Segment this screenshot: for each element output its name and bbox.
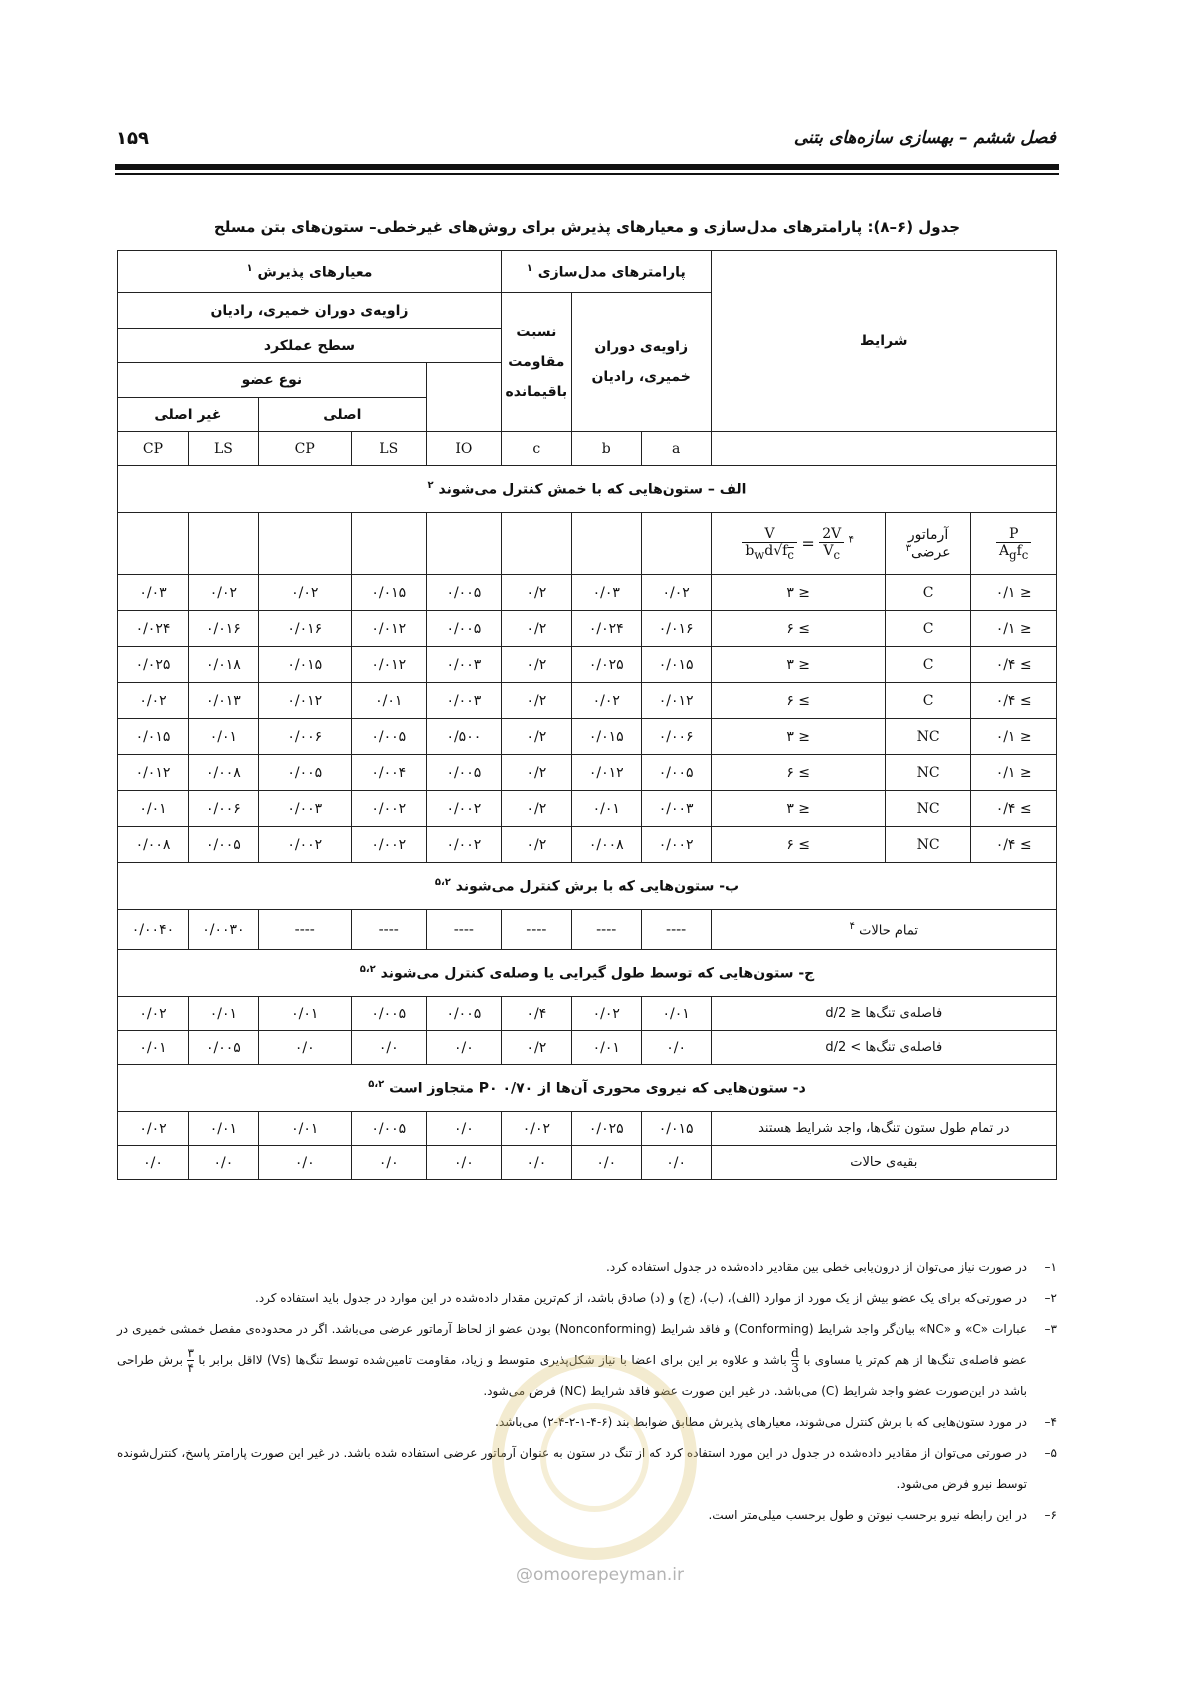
header-rule-thick — [115, 164, 1059, 170]
chapter-title: فصل ششم – بهسازی سازه‌های بتنی — [793, 128, 1056, 148]
value-cell: ۰/۰۰۲ — [641, 827, 711, 863]
transverse-reinforcement-value: C — [885, 647, 971, 683]
value-cell: ۰/۰۲ — [118, 997, 189, 1031]
residual-strength-header: نسبت مقاومت باقیمانده — [501, 293, 571, 432]
value-cell: ۰/۰۱ — [571, 1031, 641, 1065]
table-row — [118, 827, 1057, 863]
shear-ratio-value: ≤ ۳ — [711, 575, 885, 611]
value-cell: ۰/۰۰۵ — [351, 997, 426, 1031]
value-cell: ۰/۴ — [501, 997, 571, 1031]
transverse-reinforcement-header: آرماتور عرضی$^۳$ — [885, 513, 971, 575]
value-cell: ۰/۰۱۵ — [118, 719, 189, 755]
value-cell: ۰/۰۱۵ — [351, 575, 426, 611]
table-row — [118, 1146, 1057, 1180]
value-cell: ۰/۲ — [501, 683, 571, 719]
value-cell: ۰/۲ — [501, 1031, 571, 1065]
axial-ratio-header: $\frac{P}{A_gf_c}$ — [971, 513, 1057, 575]
value-cell: ---- — [641, 910, 711, 950]
shear-ratio-value: ≥ ۶ — [711, 827, 885, 863]
value-cell: ۰/۰۱ — [118, 1031, 189, 1065]
value-cell: ۰/۰۰۵ — [426, 575, 501, 611]
section-b-title: ب- ستون‌هایی که با برش کنترل می‌شوند $^{۵،۲}$ — [118, 863, 1057, 910]
shear-ratio-value: ≥ ۶ — [711, 755, 885, 791]
transverse-reinforcement-value: NC — [885, 827, 971, 863]
value-cell: ۰/۰۲۵ — [571, 1112, 641, 1146]
axial-ratio-value: ≤ ۰/۱ — [971, 575, 1057, 611]
code-cp-secondary: CP — [118, 432, 189, 466]
conditions-header: شرایط — [711, 251, 1056, 432]
value-cell: ۰/۰۱ — [351, 683, 426, 719]
value-cell: ۰/۰ — [426, 1146, 501, 1180]
value-cell: ۰/۰ — [351, 1031, 426, 1065]
value-cell: ۰/۲ — [501, 575, 571, 611]
value-cell: ۰/۰۰۵ — [641, 755, 711, 791]
value-cell: ۰/۰۰۴۰ — [118, 910, 189, 950]
table-row — [118, 755, 1057, 791]
watermark-seal-inner — [540, 1403, 649, 1512]
condition-label: در تمام طول ستون تنگ‌ها، واجد شرایط هستند — [711, 1112, 1056, 1146]
axial-ratio-value: ≥ ۰/۴ — [971, 683, 1057, 719]
axial-ratio-value: ≤ ۰/۱ — [971, 611, 1057, 647]
transverse-reinforcement-value: NC — [885, 755, 971, 791]
section-a-param-row — [118, 513, 1057, 575]
value-cell: ۰/۰۱ — [188, 1112, 258, 1146]
condition-label: فاصله‌ی تنگ‌ها > d/2 — [711, 1031, 1056, 1065]
table-row — [118, 1031, 1057, 1065]
value-cell: ۰/۰۰۳ — [426, 683, 501, 719]
value-cell: ۰/۵۰۰ — [426, 719, 501, 755]
value-cell: ۰/۰۱۵ — [258, 647, 351, 683]
value-cell: ۰/۰۱۸ — [188, 647, 258, 683]
table-row — [118, 611, 1057, 647]
value-cell: ۰/۰ — [501, 1146, 571, 1180]
value-cell: ۰/۰۰۶ — [188, 791, 258, 827]
value-cell: ۰/۰۲۵ — [571, 647, 641, 683]
value-cell: ۰/۰ — [426, 1031, 501, 1065]
value-cell: ۰/۰۲۴ — [571, 611, 641, 647]
acceptance-criteria-table — [117, 250, 1057, 1180]
value-cell: ۰/۰ — [258, 1146, 351, 1180]
table-row — [118, 719, 1057, 755]
value-cell: ۰/۰۱ — [118, 791, 189, 827]
code-a: a — [641, 432, 711, 466]
value-cell: ۰/۰ — [351, 1146, 426, 1180]
value-cell: ۰/۲ — [501, 827, 571, 863]
value-cell: ۰/۰۱ — [188, 997, 258, 1031]
plastic-rotation-header: زاویه‌ی دوران خمیری، رادیان — [118, 293, 502, 329]
condition-label: بقیه‌ی حالات — [711, 1146, 1056, 1180]
value-cell: ۰/۲ — [501, 755, 571, 791]
value-cell: ---- — [351, 910, 426, 950]
value-cell: ---- — [571, 910, 641, 950]
value-cell: ۰/۲ — [501, 791, 571, 827]
axial-ratio-value: ≤ ۰/۱ — [971, 755, 1057, 791]
secondary-member-header: غیر اصلی — [118, 398, 259, 432]
table-row — [118, 575, 1057, 611]
footnote: ۴– در مورد ستون‌هایی که با برش کنترل می‌شوند، معیارهای پذیرش مطابق ضوابط بند (۶-۴-۱-۲-۴-۲) می‌باشد. — [495, 1415, 1057, 1429]
code-ls-primary: LS — [351, 432, 426, 466]
value-cell: ۰/۰ — [641, 1031, 711, 1065]
value-cell: ۰/۰۱۶ — [258, 611, 351, 647]
value-cell: ۰/۰۰۳ — [426, 647, 501, 683]
footnote: ۱– در صورت نیاز می‌توان از درون‌یابی خطی بین مقادیر داده‌شده در جدول استفاده کرد. — [606, 1260, 1057, 1274]
transverse-reinforcement-value: C — [885, 683, 971, 719]
fraction-d-over-3: $\frac{d}{3}$ — [791, 1346, 799, 1375]
value-cell: ۰/۰۰۵ — [426, 611, 501, 647]
value-cell: ۰/۰ — [258, 1031, 351, 1065]
value-cell: ۰/۰۲۴ — [118, 611, 189, 647]
shear-ratio-value: ≥ ۶ — [711, 611, 885, 647]
value-cell: ۰/۰۱ — [188, 719, 258, 755]
value-cell: ---- — [501, 910, 571, 950]
value-cell: ۰/۰۱۵ — [641, 647, 711, 683]
section-c-title: ج- ستون‌هایی که توسط طول گیرایی یا وصله‌ی کنترل می‌شوند $^{۵،۲}$ — [118, 950, 1057, 997]
value-cell: ۰/۰۱۲ — [258, 683, 351, 719]
value-cell: ۰/۰۰۵ — [426, 997, 501, 1031]
footnote: ۲– در صورتی‌که برای یک عضو بیش از یک مورد از موارد (الف)، (ب)، (ج) و (د) صادق باشد، از کم‌ترین مقدار داده‌شده در این موارد در جدول باید استفاده کرد. — [255, 1291, 1057, 1305]
value-cell: ۰/۰۰۶ — [258, 719, 351, 755]
value-cell: ۰/۰۲ — [571, 683, 641, 719]
value-cell: ۰/۰۲۵ — [118, 647, 189, 683]
value-cell: ۰/۰۲ — [258, 575, 351, 611]
value-cell: ۰/۰۱۲ — [351, 611, 426, 647]
value-cell: ۰/۰۱۶ — [641, 611, 711, 647]
member-type-header: نوع عضو — [118, 363, 427, 398]
value-cell: ۰/۰۰۳ — [258, 791, 351, 827]
value-cell: ---- — [258, 910, 351, 950]
shear-ratio-value: ≤ ۳ — [711, 647, 885, 683]
performance-level-header: سطح عملکرد — [118, 329, 502, 363]
value-cell: ۰/۰۲ — [188, 575, 258, 611]
value-cell: ۰/۰۰۳ — [641, 791, 711, 827]
watermark-text: @omoorepeyman.ir — [515, 1565, 685, 1585]
value-cell: ۰/۰۱۶ — [188, 611, 258, 647]
footnote: ۳– عبارات «C» و «NC» بیان‌گر واجد شرایط (Conforming) و فاقد شرایط (Nonconforming) بودن عضو از لحاظ آرماتور عرضی می‌باشد. اگر در محدوده‌ی مفصل خمشی خمیری در عضو فاصله‌ی تنگ‌ها از هم کم‌تر یا مساوی با $\frac{d}{3}$ باشد و علاوه بر این برای اعضا با نیاز شکل‌پذیری متوسط و زیاد، مقاومت تامین‌شده توسط تنگ‌ها (Vs) لااقل برابر با ۳ ۴ برش طراحی باشد در این‌صورت عضو واجد شرایط (C) می‌باشد. در غیر این صورت عضو فاقد شرایط (NC) فرض می‌شود. — [117, 1322, 1057, 1398]
condition-label: تمام حالات $^۴$ — [711, 910, 1056, 950]
value-cell: ۰/۰۱۵ — [641, 1112, 711, 1146]
transverse-reinforcement-value: C — [885, 611, 971, 647]
code-b: b — [571, 432, 641, 466]
value-cell: ۰/۰۰۲ — [258, 827, 351, 863]
value-cell: ۰/۰۱۳ — [188, 683, 258, 719]
value-cell: ۰/۰۰۵ — [258, 755, 351, 791]
code-cp-primary: CP — [258, 432, 351, 466]
shear-ratio-header: $\frac{V}{b_wd√f_c}$ = $\frac{2V}{V_c}$ $^۴$ — [711, 513, 885, 575]
value-cell: ۰/۰ — [118, 1146, 189, 1180]
value-cell: ۰/۰۳ — [571, 575, 641, 611]
table-caption: جدول (۶–۸): پارامترهای مدل‌سازی و معیارهای پذیرش برای روش‌های غیرخطی– ستون‌های بتن مسلح — [213, 218, 961, 236]
value-cell: ۰/۰۰۵ — [188, 1031, 258, 1065]
value-cell: ۰/۰۰۲ — [426, 827, 501, 863]
value-cell: ۰/۰۰۳۰ — [188, 910, 258, 950]
code-c: c — [501, 432, 571, 466]
transverse-reinforcement-value: NC — [885, 719, 971, 755]
value-cell: ۰/۰۱ — [258, 997, 351, 1031]
table-row — [118, 997, 1057, 1031]
section-b-row — [118, 910, 1057, 950]
primary-member-header: اصلی — [258, 398, 426, 432]
value-cell: ۰/۰۰۲ — [351, 791, 426, 827]
code-row — [118, 432, 1057, 466]
axial-ratio-value: ≥ ۰/۴ — [971, 827, 1057, 863]
table-row — [118, 1112, 1057, 1146]
value-cell: ۰/۰۲ — [641, 575, 711, 611]
code-io: IO — [426, 432, 501, 466]
value-cell: ۰/۰۲ — [571, 997, 641, 1031]
table-row — [118, 791, 1057, 827]
io-spacer — [426, 363, 501, 432]
axial-ratio-value: ≥ ۰/۴ — [971, 647, 1057, 683]
modeling-params-header: پارامترهای مدل‌سازی $^۱$ — [501, 251, 711, 293]
fraction-3-over-4: ۳ ۴ — [187, 1346, 194, 1375]
value-cell: ۰/۰۲ — [118, 683, 189, 719]
footnote: ۶– در این رابطه نیرو برحسب نیوتن و طول برحسب میلی‌متر است. — [708, 1508, 1057, 1522]
value-cell: ۰/۰۰۴ — [351, 755, 426, 791]
value-cell: ۰/۰۱۲ — [641, 683, 711, 719]
value-cell: ۰/۲ — [501, 647, 571, 683]
value-cell: ۰/۰ — [641, 1146, 711, 1180]
value-cell: ۰/۰۰۸ — [118, 827, 189, 863]
shear-ratio-value: ≥ ۶ — [711, 683, 885, 719]
code-spacer — [711, 432, 1056, 466]
value-cell: ۰/۰۰۲ — [426, 791, 501, 827]
value-cell: ۰/۰۰۵ — [426, 755, 501, 791]
table-row — [118, 647, 1057, 683]
footnote: ۵– در صورتی می‌توان از مقادیر داده‌شده در جدول در این مورد استفاده کرد که از تنگ در ستون به عنوان آرماتور عرضی استفاده شده باشد. در غیر این صورت پارامتر پاسخ، کنترل‌شونده توسط نیرو فرض می‌شود. — [117, 1446, 1057, 1491]
value-cell: ۰/۰ — [426, 1112, 501, 1146]
axial-ratio-value: ≥ ۰/۴ — [971, 791, 1057, 827]
value-cell: ۰/۰ — [188, 1146, 258, 1180]
value-cell: ۰/۰۱۵ — [571, 719, 641, 755]
header-rule-thin — [115, 173, 1059, 175]
page-number: ۱۵۹ — [116, 128, 149, 149]
value-cell: ۰/۰ — [571, 1146, 641, 1180]
section-d-title: د- ستون‌هایی که نیروی محوری آن‌ها از ۰/۷۰ P۰ متجاوز است $^{۵،۲}$ — [118, 1065, 1057, 1112]
value-cell: ---- — [426, 910, 501, 950]
value-cell: ۰/۰۲ — [501, 1112, 571, 1146]
transverse-reinforcement-value: NC — [885, 791, 971, 827]
axial-ratio-value: ≤ ۰/۱ — [971, 719, 1057, 755]
value-cell: ۰/۰۱۲ — [118, 755, 189, 791]
value-cell: ۰/۰۱۲ — [571, 755, 641, 791]
value-cell: ۰/۰۱ — [571, 791, 641, 827]
table-row — [118, 683, 1057, 719]
value-cell: ۰/۰۰۲ — [351, 827, 426, 863]
value-cell: ۰/۲ — [501, 719, 571, 755]
acceptance-criteria-header: معیارهای پذیرش $^۱$ — [118, 251, 502, 293]
value-cell: ۰/۰۰۸ — [188, 755, 258, 791]
transverse-reinforcement-value: C — [885, 575, 971, 611]
code-ls-secondary: LS — [188, 432, 258, 466]
value-cell: ۰/۰۳ — [118, 575, 189, 611]
shear-ratio-value: ≤ ۳ — [711, 719, 885, 755]
condition-label: فاصله‌ی تنگ‌ها ≤ d/2 — [711, 997, 1056, 1031]
value-cell: ۰/۰۱ — [258, 1112, 351, 1146]
value-cell: ۰/۰۰۵ — [351, 1112, 426, 1146]
value-cell: ۰/۰۰۵ — [188, 827, 258, 863]
value-cell: ۰/۰۱۲ — [351, 647, 426, 683]
value-cell: ۰/۰۱ — [641, 997, 711, 1031]
section-a-title: الف – ستون‌هایی که با خمش کنترل می‌شوند $^۲$ — [118, 466, 1057, 513]
value-cell: ۰/۰۲ — [118, 1112, 189, 1146]
value-cell: ۰/۲ — [501, 611, 571, 647]
plastic-rotation-ab-header: زاویه‌ی دوران خمیری، رادیان — [571, 293, 711, 432]
value-cell: ۰/۰۰۶ — [641, 719, 711, 755]
value-cell: ۰/۰۰۵ — [351, 719, 426, 755]
shear-ratio-value: ≤ ۳ — [711, 791, 885, 827]
value-cell: ۰/۰۰۸ — [571, 827, 641, 863]
